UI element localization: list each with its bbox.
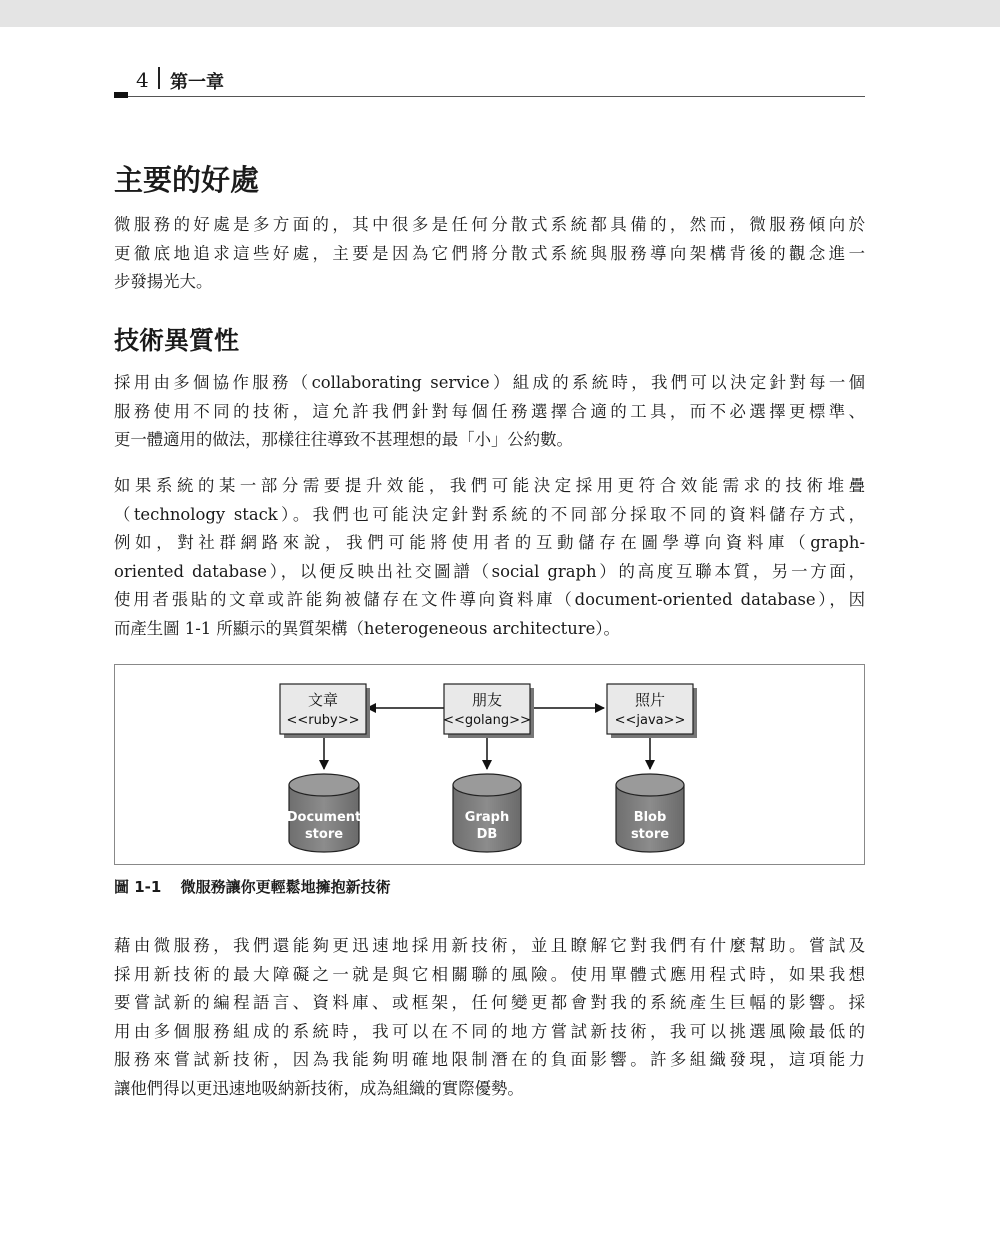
header-separator bbox=[158, 67, 160, 89]
text-line: oriented database），以便反映出社交圖譜（social graph）的高度互聯本質，另一方面， bbox=[114, 561, 865, 581]
paragraph-heterogeneity-2 bbox=[114, 472, 865, 643]
text-line: （technology stack）。我們也可能決定針對系統的不同部分採取不同的資料儲存方式， bbox=[114, 504, 865, 524]
database-document-store bbox=[287, 774, 362, 852]
service-box-friends bbox=[443, 684, 534, 738]
figure-architecture bbox=[114, 664, 865, 865]
header-mark bbox=[114, 92, 128, 98]
store-label: Graph bbox=[464, 810, 510, 825]
service-name: 照片 bbox=[634, 691, 666, 709]
architecture-diagram bbox=[115, 665, 864, 864]
page-number: 4 bbox=[136, 68, 149, 92]
chapter-title: 第一章 bbox=[170, 72, 224, 93]
service-stereotype: <<golang>> bbox=[443, 713, 531, 728]
paragraph-heterogeneity-1 bbox=[114, 369, 865, 455]
text-line: 藉由微服務，我們還能夠更迅速地採用新技術，並且瞭解它對我們有什麼幫助。嘗試及 bbox=[114, 936, 865, 955]
paragraph-heterogeneity-3 bbox=[114, 932, 865, 1103]
text-line: 採用由多個協作服務（collaborating service）組成的系統時，我們可以決定針對每一個 bbox=[114, 373, 865, 392]
caption-text: 微服務讓你更輕鬆地擁抱新技術 bbox=[180, 878, 391, 896]
text-line: 微服務的好處是多方面的，其中很多是任何分散式系統都具備的，然而，微服務傾向於 bbox=[114, 215, 865, 234]
store-label: DB bbox=[476, 827, 498, 842]
text-line: 步發揚光大。 bbox=[114, 272, 213, 291]
text-line: 要嘗試新的編程語言、資料庫、或框架，任何變更都會對我的系統產生巨幅的影響。採 bbox=[114, 993, 865, 1012]
text-line: 更一體適用的做法，那樣往往導致不甚理想的最「小」公約數。 bbox=[114, 430, 573, 449]
text-line: 採用新技術的最大障礙之一就是與它相關聯的風險。使用單體式應用程式時，如果我想 bbox=[114, 964, 865, 984]
text-line: 服務來嘗試新技術，因為我能夠明確地限制潛在的負面影響。許多組織發現，這項能力 bbox=[114, 1050, 865, 1069]
text-line: 服務使用不同的技術，這允許我們針對每個任務選擇合適的工具，而不必選擇更標準、 bbox=[114, 401, 865, 421]
paragraph-benefits bbox=[114, 211, 865, 297]
store-label: Blob bbox=[633, 810, 667, 825]
text-line: 用由多個服務組成的系統時，我可以在不同的地方嘗試新技術，我可以挑選風險最低的 bbox=[114, 1021, 865, 1041]
figure-caption bbox=[114, 876, 391, 897]
service-box-articles bbox=[280, 684, 370, 738]
database-blob-store bbox=[616, 774, 684, 852]
database-graph-db bbox=[453, 774, 521, 852]
text-line: 例如，對社群網路來說，我們可能將使用者的互動儲存在圖學導向資料庫（graph- bbox=[114, 533, 865, 552]
header-rule bbox=[128, 96, 865, 97]
page-header bbox=[114, 64, 865, 98]
text-line: 更徹底地追求這些好處，主要是因為它們將分散式系統與服務導向架構背後的觀念進一 bbox=[114, 243, 865, 263]
store-label: store bbox=[304, 827, 344, 842]
text-line: 如果系統的某一部分需要提升效能，我們可能決定採用更符合效能需求的技術堆疊 bbox=[114, 476, 865, 495]
service-name: 朋友 bbox=[471, 691, 503, 709]
section-title-heterogeneity: 技術異質性 bbox=[114, 326, 240, 355]
store-label: store bbox=[630, 827, 670, 842]
text-line: 而產生圖 1-1 所顯示的異質架構（heterogeneous architecture）。 bbox=[114, 618, 620, 638]
text-line: 使用者張貼的文章或許能夠被儲存在文件導向資料庫（document-oriented database），因 bbox=[114, 590, 865, 609]
service-stereotype: <<java>> bbox=[614, 713, 686, 728]
text-line: 讓他們得以更迅速地吸納新技術，成為組織的實際優勢。 bbox=[114, 1078, 524, 1098]
section-title-benefits: 主要的好處 bbox=[114, 163, 260, 197]
service-box-photos bbox=[607, 684, 697, 738]
caption-number: 圖 1-1 bbox=[114, 878, 162, 896]
service-name: 文章 bbox=[307, 691, 339, 709]
store-label: Document bbox=[286, 810, 362, 825]
top-bar bbox=[0, 0, 1000, 27]
service-stereotype: <<ruby>> bbox=[286, 713, 360, 728]
